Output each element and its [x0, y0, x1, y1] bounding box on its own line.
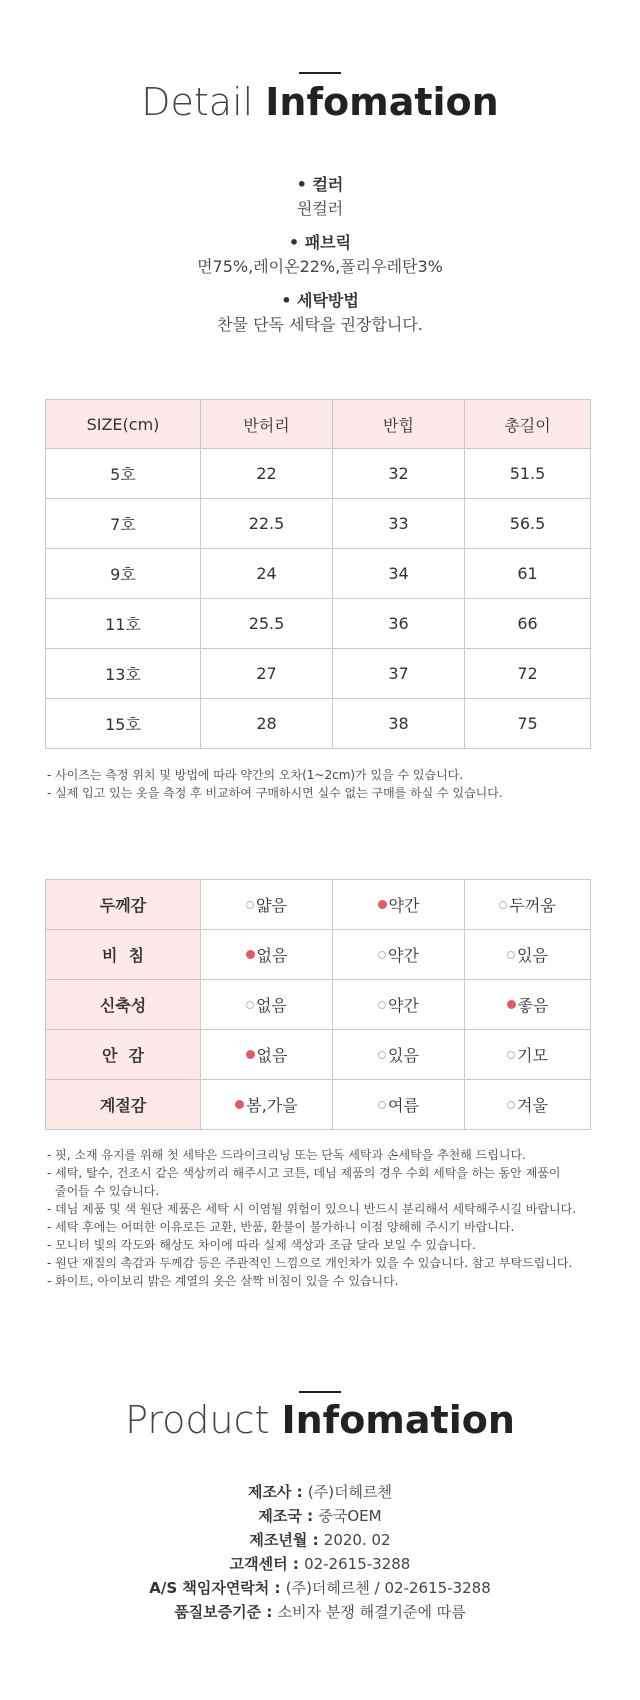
note-line: - 모니터 빛의 각도와 해상도 차이에 따라 실제 색상과 조금 달라 보일 수 있습니다. — [47, 1238, 476, 1252]
fit-row-label: 계절감 — [46, 1080, 201, 1130]
fit-option — [333, 1030, 465, 1080]
product-line-label: 제조사 : — [247, 1483, 308, 1501]
fit-option — [465, 1080, 591, 1130]
length-cell: 61 — [465, 549, 591, 599]
detail-item-value: 찬물 단독 세탁을 권장합니다. — [217, 315, 423, 334]
fit-option — [201, 880, 333, 930]
size-table — [45, 399, 591, 749]
fit-option — [201, 1080, 333, 1130]
size-cell: 13호 — [46, 649, 201, 699]
length-cell: 66 — [465, 599, 591, 649]
note-line: - 원단 재질의 촉감과 두께감 등은 주관적인 느낌으로 개인차가 있을 수 있습니다. 참고 부탁드립니다. — [47, 1256, 573, 1270]
radio-dot-icon — [246, 1001, 254, 1009]
care-notes — [47, 1146, 607, 1290]
product-line-value: (주)더헤르첸 / 02-2615-3288 — [285, 1579, 491, 1597]
product-line-value: 02-2615-3288 — [304, 1555, 411, 1573]
detail-title — [0, 80, 640, 124]
fit-row-stretch — [46, 980, 591, 1030]
length-cell: 51.5 — [465, 449, 591, 499]
fit-option-label: 두꺼움 — [509, 896, 556, 915]
fit-option-label: 봄,가을 — [246, 1096, 298, 1115]
detail-title-bold: Infomation — [265, 80, 499, 124]
fit-row-lining — [46, 1030, 591, 1080]
fit-option-label: 없음 — [256, 996, 287, 1015]
fit-option-label: 있음 — [388, 1046, 419, 1065]
fit-row-season — [46, 1080, 591, 1130]
fit-option-label: 여름 — [388, 1096, 419, 1115]
title-divider-bottom — [299, 1391, 341, 1393]
table-row — [46, 449, 591, 499]
radio-dot-icon — [378, 1001, 386, 1009]
fit-table — [45, 879, 591, 1130]
size-cell: 15호 — [46, 699, 201, 749]
detail-item-wash — [0, 289, 640, 337]
radio-dot-icon — [507, 951, 515, 959]
header-size: SIZE(cm) — [46, 400, 201, 449]
hip-cell: 36 — [333, 599, 465, 649]
hip-cell: 33 — [333, 499, 465, 549]
radio-dot-selected-icon — [235, 1100, 244, 1109]
product-title-bold: Infomation — [281, 1398, 515, 1442]
product-line-maker — [0, 1480, 640, 1504]
fit-option-label: 좋음 — [517, 996, 549, 1015]
header-hip: 반힙 — [333, 400, 465, 449]
product-line-date — [0, 1528, 640, 1552]
note-line: - 세탁, 탈수, 건조시 같은 색상끼리 해주시고 코튼, 데님 제품의 경우 수회 세탁을 하는 동안 제품이 — [47, 1166, 561, 1180]
fit-option — [465, 980, 591, 1030]
hip-cell: 34 — [333, 549, 465, 599]
table-row — [46, 699, 591, 749]
fit-option-label: 겨울 — [517, 1096, 548, 1115]
detail-info — [0, 173, 640, 347]
hip-cell: 32 — [333, 449, 465, 499]
size-table-header — [46, 400, 591, 449]
radio-dot-icon — [246, 901, 254, 909]
detail-item-color — [0, 173, 640, 221]
fit-row-sheerness — [46, 930, 591, 980]
radio-dot-icon — [507, 1051, 515, 1059]
fit-row-label: 비 침 — [46, 930, 201, 980]
waist-cell: 24 — [201, 549, 333, 599]
size-notes — [47, 766, 607, 802]
fit-row-thickness — [46, 880, 591, 930]
radio-dot-icon — [499, 901, 507, 909]
note-line: 줄어들 수 있습니다. — [55, 1184, 160, 1198]
fit-option — [201, 930, 333, 980]
product-line-label: A/S 책임자연락처 : — [149, 1579, 286, 1597]
waist-cell: 22.5 — [201, 499, 333, 549]
product-line-warranty — [0, 1600, 640, 1624]
table-row — [46, 499, 591, 549]
product-line-label: 고객센터 : — [229, 1555, 305, 1573]
size-cell: 5호 — [46, 449, 201, 499]
note-line: - 데님 제품 및 색 원단 제품은 세탁 시 이염될 위험이 있으니 반드시 분리해서 세탁해주시길 바랍니다. — [47, 1202, 577, 1216]
detail-item-value: 원컬러 — [296, 199, 344, 218]
fit-option-label: 얇음 — [256, 896, 287, 915]
fit-option — [333, 880, 465, 930]
header-length: 총길이 — [465, 400, 591, 449]
fit-option-label: 기모 — [517, 1046, 548, 1065]
size-cell: 11호 — [46, 599, 201, 649]
length-cell: 75 — [465, 699, 591, 749]
radio-dot-icon — [378, 1101, 386, 1109]
fit-option — [465, 1030, 591, 1080]
product-line-label: 품질보증기준 : — [174, 1603, 278, 1621]
waist-cell: 22 — [201, 449, 333, 499]
product-title-light: Product — [125, 1398, 282, 1442]
note-line: - 핏, 소재 유지를 위해 첫 세탁은 드라이크리닝 또는 단독 세탁과 손세탁을 추천해 드립니다. — [47, 1148, 526, 1162]
fit-option — [333, 930, 465, 980]
table-row — [46, 649, 591, 699]
product-line-value: (주)더헤르첸 — [307, 1483, 393, 1501]
fit-option — [333, 1080, 465, 1130]
detail-item-value: 면75%,레이온22%,폴리우레탄3% — [197, 257, 443, 276]
waist-cell: 28 — [201, 699, 333, 749]
product-line-value: 소비자 분쟁 해결기준에 따름 — [277, 1603, 466, 1621]
fit-option — [201, 980, 333, 1030]
note-line: - 화이트, 아이보리 밝은 계열의 옷은 살짝 비침이 있을 수 있습니다. — [47, 1274, 399, 1288]
radio-dot-icon — [507, 1101, 515, 1109]
product-line-cs — [0, 1552, 640, 1576]
radio-dot-icon — [378, 1051, 386, 1059]
table-row — [46, 549, 591, 599]
product-title — [0, 1398, 640, 1442]
radio-dot-selected-icon — [378, 900, 387, 909]
note-line: - 세탁 후에는 어떠한 이유로든 교환, 반품, 환불이 불가하니 이점 양해해 주시기 바랍니다. — [47, 1220, 515, 1234]
fit-option-label: 없음 — [256, 946, 288, 965]
fit-option — [201, 1030, 333, 1080]
fit-option — [333, 980, 465, 1030]
waist-cell: 25.5 — [201, 599, 333, 649]
product-line-value: 2020. 02 — [323, 1531, 391, 1549]
detail-item-fabric — [0, 231, 640, 279]
title-divider-top — [299, 72, 341, 74]
fit-option-label: 있음 — [517, 946, 548, 965]
product-line-country — [0, 1504, 640, 1528]
note-line: - 실제 입고 있는 옷을 측정 후 비교하여 구매하시면 실수 없는 구매를 하실 수 있습니다. — [47, 786, 503, 800]
product-line-label: 제조국 : — [258, 1507, 319, 1525]
fit-option-label: 약간 — [388, 896, 420, 915]
product-line-value: 중국OEM — [318, 1507, 382, 1525]
length-cell: 56.5 — [465, 499, 591, 549]
fit-row-label: 두께감 — [46, 880, 201, 930]
fit-option — [465, 880, 591, 930]
radio-dot-selected-icon — [507, 1000, 516, 1009]
header-waist: 반허리 — [201, 400, 333, 449]
fit-option-label: 약간 — [388, 996, 419, 1015]
fit-option-label: 약간 — [388, 946, 419, 965]
fit-option — [465, 930, 591, 980]
waist-cell: 27 — [201, 649, 333, 699]
radio-dot-selected-icon — [246, 1050, 255, 1059]
fit-option-label: 없음 — [256, 1046, 288, 1065]
detail-title-light: Detail — [141, 80, 266, 124]
note-line: - 사이즈는 측정 위치 및 방법에 따라 약간의 오차(1~2cm)가 있을 수 있습니다. — [47, 768, 464, 782]
product-info — [0, 1480, 640, 1624]
detail-item-label: • 컬러 — [296, 175, 344, 194]
product-line-as — [0, 1576, 640, 1600]
radio-dot-icon — [378, 951, 386, 959]
fit-row-label: 안 감 — [46, 1030, 201, 1080]
detail-item-label: • 패브릭 — [288, 233, 352, 252]
size-cell: 7호 — [46, 499, 201, 549]
hip-cell: 37 — [333, 649, 465, 699]
size-cell: 9호 — [46, 549, 201, 599]
radio-dot-selected-icon — [246, 950, 255, 959]
fit-row-label: 신축성 — [46, 980, 201, 1030]
detail-item-label: • 세탁방법 — [281, 291, 359, 310]
table-row — [46, 599, 591, 649]
product-line-label: 제조년월 : — [249, 1531, 324, 1549]
length-cell: 72 — [465, 649, 591, 699]
hip-cell: 38 — [333, 699, 465, 749]
